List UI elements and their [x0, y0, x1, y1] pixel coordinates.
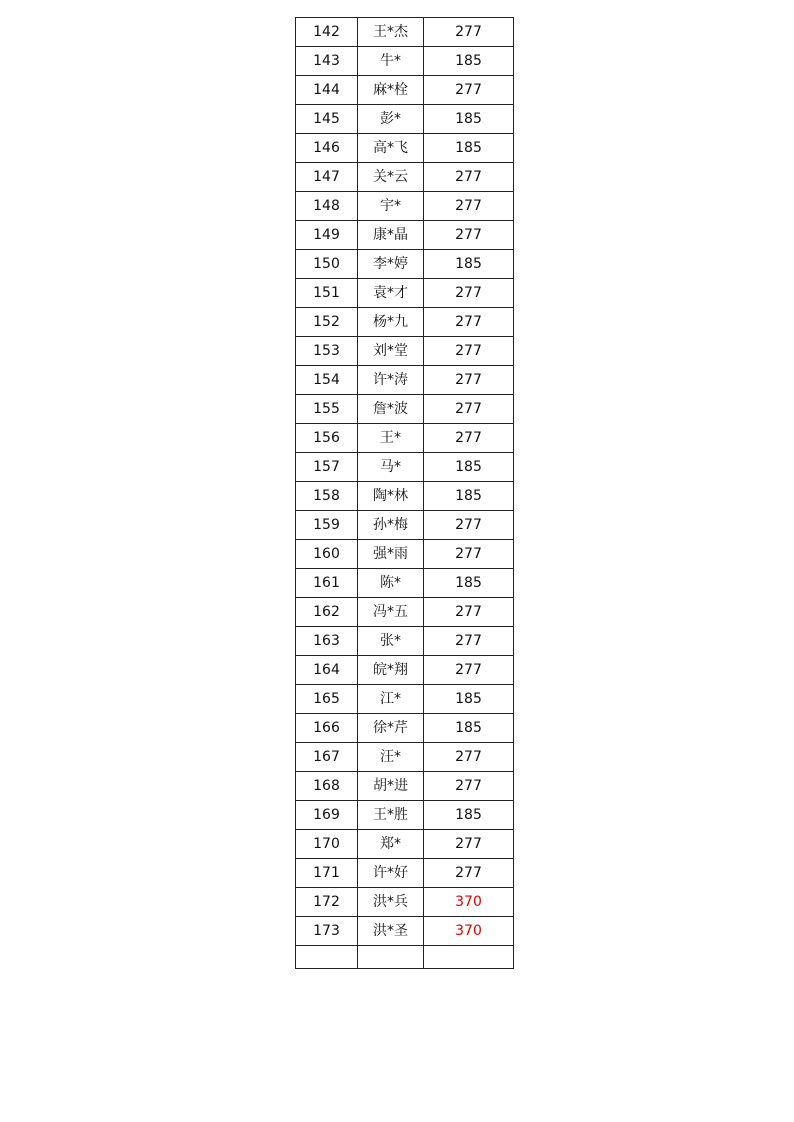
cell-amount: 277 — [424, 859, 514, 888]
cell-number: 142 — [296, 18, 358, 47]
cell-number: 163 — [296, 627, 358, 656]
table-row — [296, 656, 514, 685]
cell-name: 彭* — [358, 105, 424, 134]
cell-number: 168 — [296, 772, 358, 801]
table-row — [296, 134, 514, 163]
cell-amount: 277 — [424, 772, 514, 801]
cell-amount: 277 — [424, 279, 514, 308]
table-row — [296, 395, 514, 424]
cell-amount: 185 — [424, 685, 514, 714]
table-row — [296, 76, 514, 105]
cell-number: 162 — [296, 598, 358, 627]
cell-name: 皖*翔 — [358, 656, 424, 685]
cell-number: 156 — [296, 424, 358, 453]
table-row — [296, 743, 514, 772]
table-row — [296, 540, 514, 569]
cell-amount: 185 — [424, 569, 514, 598]
cell-amount: 277 — [424, 221, 514, 250]
table-row — [296, 163, 514, 192]
cell-name: 麻*栓 — [358, 76, 424, 105]
cell-number: 153 — [296, 337, 358, 366]
table-row — [296, 308, 514, 337]
cell-amount: 185 — [424, 714, 514, 743]
cell-name: 许*好 — [358, 859, 424, 888]
cell-name: 詹*波 — [358, 395, 424, 424]
cell-amount: 370 — [424, 917, 514, 946]
blank-cell-name — [358, 946, 424, 969]
cell-amount: 277 — [424, 192, 514, 221]
cell-name: 洪*圣 — [358, 917, 424, 946]
cell-amount: 277 — [424, 337, 514, 366]
cell-name: 袁*才 — [358, 279, 424, 308]
cell-name: 陈* — [358, 569, 424, 598]
cell-number: 169 — [296, 801, 358, 830]
cell-amount: 277 — [424, 511, 514, 540]
table-row — [296, 801, 514, 830]
cell-name: 康*晶 — [358, 221, 424, 250]
cell-number: 159 — [296, 511, 358, 540]
table-row — [296, 685, 514, 714]
cell-number: 167 — [296, 743, 358, 772]
cell-name: 汪* — [358, 743, 424, 772]
cell-number: 166 — [296, 714, 358, 743]
blank-cell-amount — [424, 946, 514, 969]
cell-name: 王* — [358, 424, 424, 453]
cell-amount: 277 — [424, 830, 514, 859]
table-row — [296, 598, 514, 627]
cell-number: 165 — [296, 685, 358, 714]
blank-cell-number — [296, 946, 358, 969]
cell-amount: 277 — [424, 656, 514, 685]
table-row — [296, 366, 514, 395]
cell-amount: 277 — [424, 308, 514, 337]
table-row — [296, 714, 514, 743]
table-row — [296, 221, 514, 250]
table-row — [296, 772, 514, 801]
cell-number: 148 — [296, 192, 358, 221]
cell-number: 155 — [296, 395, 358, 424]
cell-amount: 277 — [424, 424, 514, 453]
cell-number: 149 — [296, 221, 358, 250]
cell-number: 152 — [296, 308, 358, 337]
cell-number: 151 — [296, 279, 358, 308]
cell-name: 关*云 — [358, 163, 424, 192]
cell-number: 144 — [296, 76, 358, 105]
cell-amount: 185 — [424, 482, 514, 511]
cell-amount: 185 — [424, 453, 514, 482]
cell-amount: 185 — [424, 47, 514, 76]
cell-number: 171 — [296, 859, 358, 888]
table-row — [296, 47, 514, 76]
table-row — [296, 453, 514, 482]
cell-name: 江* — [358, 685, 424, 714]
cell-number: 173 — [296, 917, 358, 946]
cell-number: 145 — [296, 105, 358, 134]
cell-amount: 277 — [424, 627, 514, 656]
cell-name: 高*飞 — [358, 134, 424, 163]
cell-name: 李*婷 — [358, 250, 424, 279]
table-body — [296, 18, 514, 969]
cell-amount: 277 — [424, 18, 514, 47]
cell-number: 172 — [296, 888, 358, 917]
table-row — [296, 18, 514, 47]
cell-name: 杨*九 — [358, 308, 424, 337]
table-row — [296, 105, 514, 134]
cell-number: 160 — [296, 540, 358, 569]
cell-amount: 185 — [424, 250, 514, 279]
cell-amount: 185 — [424, 105, 514, 134]
cell-amount: 277 — [424, 76, 514, 105]
cell-name: 郑* — [358, 830, 424, 859]
cell-number: 170 — [296, 830, 358, 859]
cell-name: 孙*梅 — [358, 511, 424, 540]
cell-name: 马* — [358, 453, 424, 482]
cell-number: 161 — [296, 569, 358, 598]
cell-name: 洪*兵 — [358, 888, 424, 917]
cell-amount: 185 — [424, 134, 514, 163]
cell-amount: 277 — [424, 743, 514, 772]
cell-amount: 370 — [424, 888, 514, 917]
cell-name: 王*杰 — [358, 18, 424, 47]
cell-number: 143 — [296, 47, 358, 76]
cell-amount: 277 — [424, 366, 514, 395]
table-row — [296, 627, 514, 656]
cell-amount: 277 — [424, 598, 514, 627]
cell-name: 牛* — [358, 47, 424, 76]
cell-number: 158 — [296, 482, 358, 511]
cell-number: 157 — [296, 453, 358, 482]
cell-name: 宇* — [358, 192, 424, 221]
cell-name: 张* — [358, 627, 424, 656]
table-row — [296, 888, 514, 917]
table-row — [296, 424, 514, 453]
table-row — [296, 192, 514, 221]
cell-name: 陶*林 — [358, 482, 424, 511]
cell-name: 胡*进 — [358, 772, 424, 801]
cell-amount: 185 — [424, 801, 514, 830]
cell-name: 徐*芹 — [358, 714, 424, 743]
table-row — [296, 917, 514, 946]
cell-amount: 277 — [424, 163, 514, 192]
table-row — [296, 482, 514, 511]
table-row — [296, 859, 514, 888]
blank-table-row — [296, 946, 514, 969]
cell-name: 强*雨 — [358, 540, 424, 569]
table-row — [296, 569, 514, 598]
table-row — [296, 511, 514, 540]
cell-name: 冯*五 — [358, 598, 424, 627]
cell-name: 许*涛 — [358, 366, 424, 395]
cell-name: 刘*堂 — [358, 337, 424, 366]
table-row — [296, 279, 514, 308]
cell-number: 146 — [296, 134, 358, 163]
cell-amount: 277 — [424, 540, 514, 569]
cell-amount: 277 — [424, 395, 514, 424]
table-row — [296, 830, 514, 859]
cell-number: 164 — [296, 656, 358, 685]
cell-name: 王*胜 — [358, 801, 424, 830]
cell-number: 150 — [296, 250, 358, 279]
table-row — [296, 250, 514, 279]
cell-number: 147 — [296, 163, 358, 192]
data-table — [295, 17, 514, 969]
table-row — [296, 337, 514, 366]
cell-number: 154 — [296, 366, 358, 395]
